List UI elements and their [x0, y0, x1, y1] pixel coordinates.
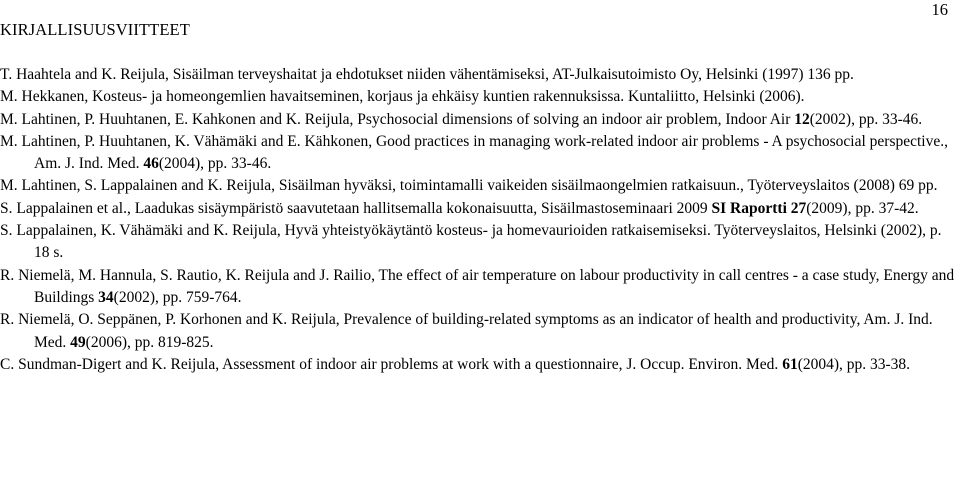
reference-volume: 46 [143, 155, 159, 173]
reference-text: R. Niemelä, M. Hannula, S. Rautio, K. Reijula and J. Railio, The effect of air temperature on labour productivity in call centres - a case study, Energy and Buildings [0, 266, 955, 306]
reference-text: S. Lappalainen, K. Vähämäki and K. Reijula, Hyvä yhteistyökäytäntö kosteus- ja homevaurioiden ratkaisemiseksi. Työterveyslaitos, Helsinki (2002), p. 18 s. [0, 222, 942, 262]
reference-volume: SI Raportti 27 [711, 199, 807, 217]
reference-text: (2002), pp. 759-764. [113, 288, 242, 306]
reference-item [0, 198, 960, 220]
reference-item [0, 175, 960, 197]
reference-text: R. Niemelä, O. Seppänen, P. Korhonen and K. Reijula, Prevalence of building-related symptoms as an indicator of health and productivity, Am. J. Ind. Med. [0, 311, 933, 351]
reference-item [0, 109, 960, 131]
reference-text: (2009), pp. 37-42. [806, 199, 919, 217]
reference-item [0, 131, 960, 176]
reference-item [0, 265, 960, 310]
reference-item [0, 354, 960, 376]
reference-text: (2006), pp. 819-825. [85, 333, 214, 351]
reference-item [0, 64, 960, 86]
reference-text: M. Lahtinen, P. Huuhtanen, E. Kahkonen and K. Reijula, Psychosocial dimensions of solving an indoor air problem, Indoor Air [0, 110, 795, 128]
reference-volume: 12 [794, 110, 810, 128]
reference-volume: 49 [70, 333, 86, 351]
page-title: KIRJALLISUUSVIITTEET [0, 20, 190, 39]
reference-text: (2004), pp. 33-46. [158, 155, 272, 173]
reference-item [0, 86, 960, 108]
reference-text: M. Lahtinen, P. Huuhtanen, K. Vähämäki and E. Kähkonen, Good practices in managing work-related indoor air problems - A psychosocial perspective., Am. J. Ind. Med. [0, 132, 948, 173]
reference-text: (2004), pp. 33-38. [797, 355, 911, 373]
reference-text: M. Lahtinen, S. Lappalainen and K. Reijula, Sisäilman hyväksi, toimintamalli vaikeiden sisäilmaongelmien ratkaisuun., Työterveyslaitos (2008) 69 pp. [0, 177, 938, 195]
reference-text: (2002), pp. 33-46. [809, 110, 923, 128]
reference-volume: 34 [98, 288, 114, 306]
reference-text: S. Lappalainen et al., Laadukas sisäympäristö saavutetaan hallitsemalla kokonaisuutta, Sisäilmastoseminaari 2009 [0, 199, 712, 217]
reference-text: C. Sundman-Digert and K. Reijula, Assessment of indoor air problems at work with a questionnaire, J. Occup. Environ. Med. [0, 355, 783, 373]
reference-text: M. Hekkanen, Kosteus- ja homeongemlien havaitseminen, korjaus ja ehkäisy kuntien rakennuksissa. Kuntaliitto, Helsinki (2006). [0, 88, 805, 106]
reference-item [0, 220, 960, 265]
reference-list [0, 64, 960, 376]
reference-text: T. Haahtela and K. Reijula, Sisäilman terveyshaitat ja ehdotukset niiden vähentämiseksi, AT-Julkaisutoimisto Oy, Helsinki (1997) 136 pp. [0, 66, 854, 83]
page-number: 16 [931, 0, 948, 19]
reference-item [0, 309, 960, 354]
reference-volume: 61 [782, 355, 798, 373]
